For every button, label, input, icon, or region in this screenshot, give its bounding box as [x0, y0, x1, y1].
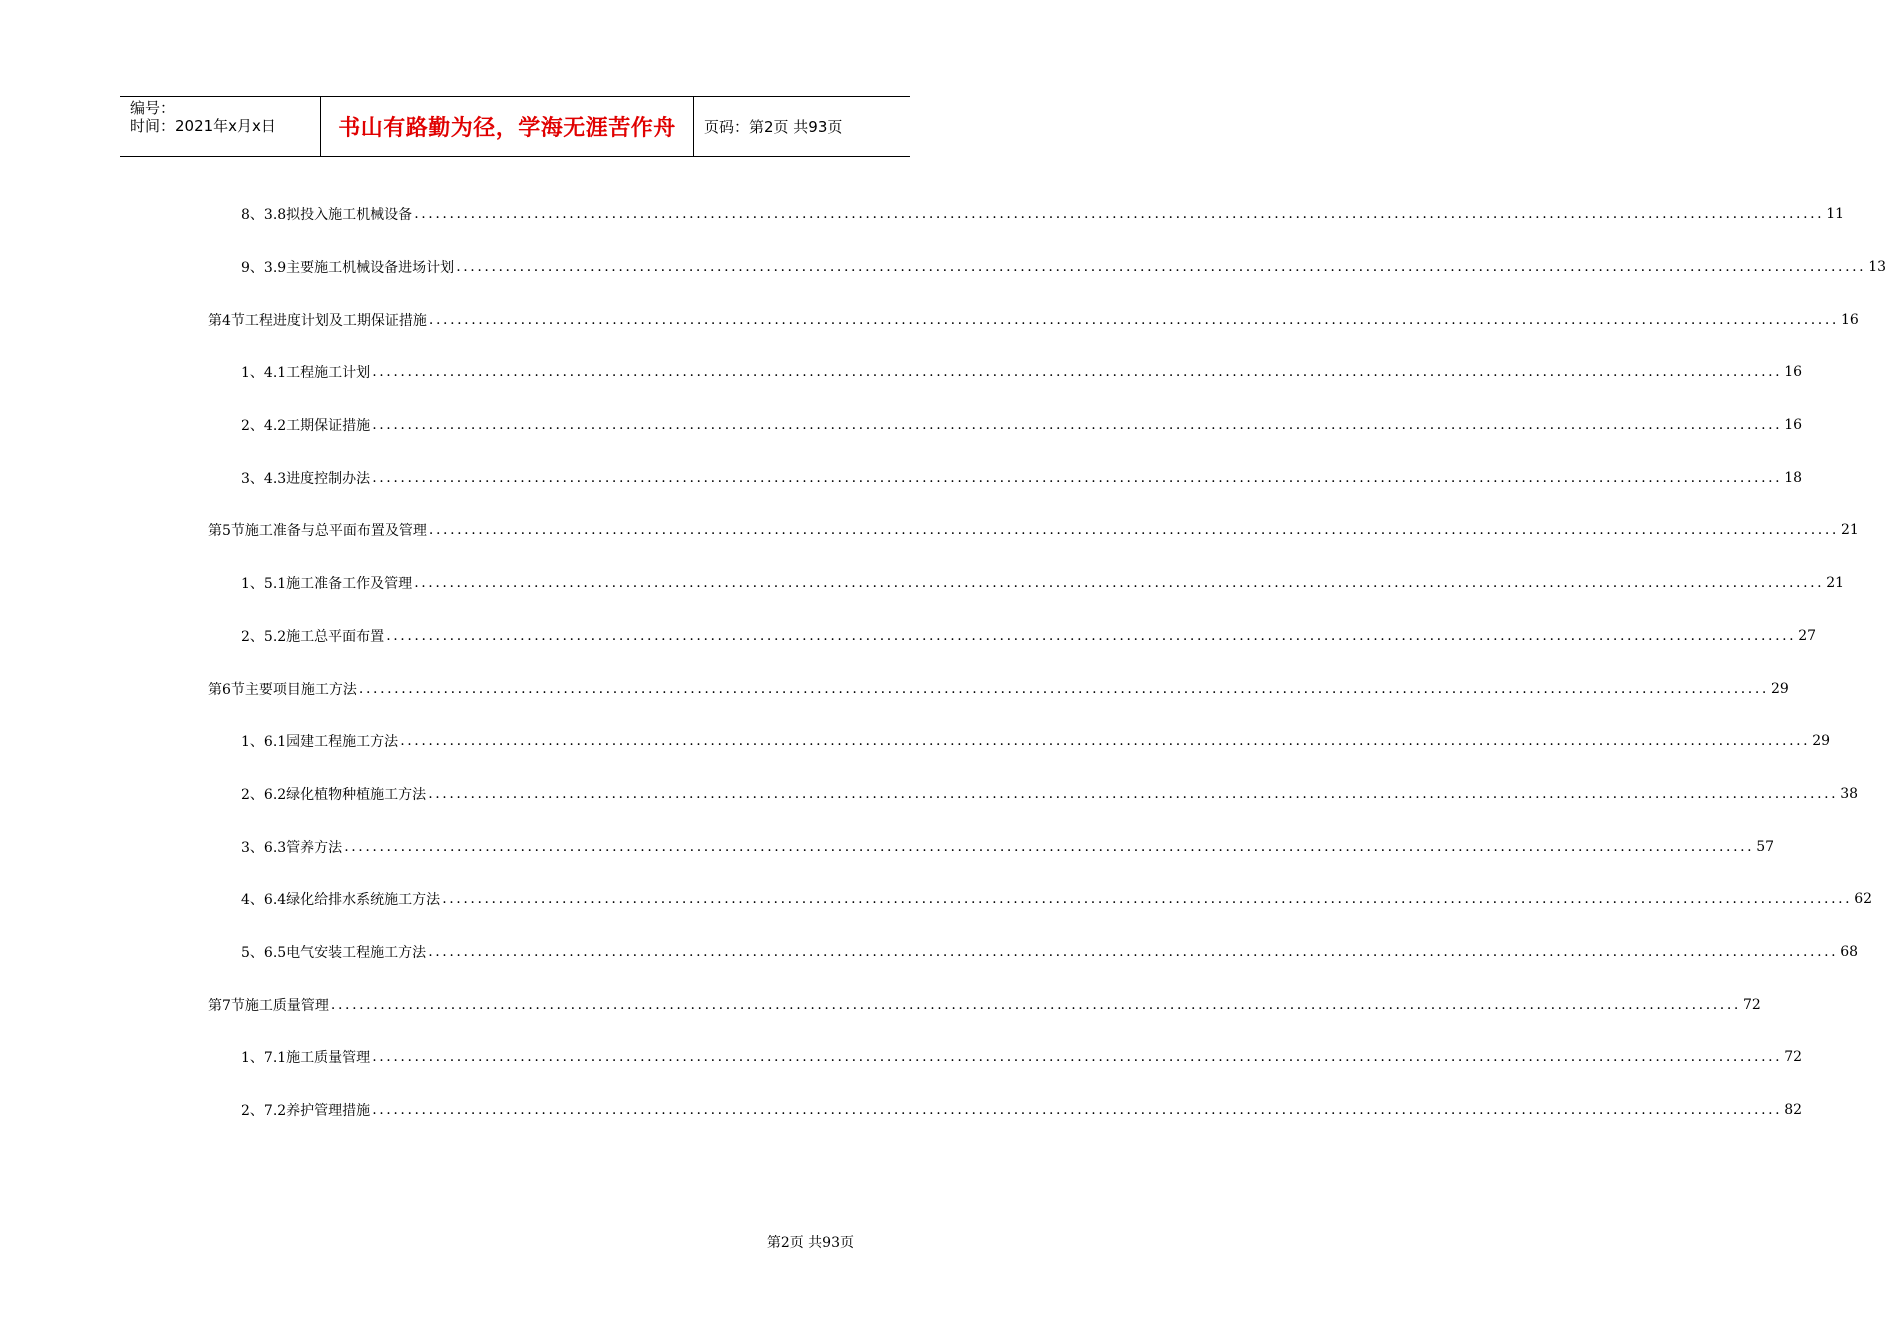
toc-entry-page-number: 38 [1840, 785, 1859, 802]
toc-dot-leader: ........................................................................................................................................................................................................ [358, 680, 1769, 697]
toc-entry-title: 4.1工程施工计划 [263, 365, 371, 382]
toc-subsection-entry[interactable] [208, 557, 1845, 610]
toc-entry-page-number: 57 [1756, 838, 1775, 855]
toc-entry-page-number: 29 [1770, 680, 1789, 697]
toc-entry-number: 5、 [241, 944, 264, 961]
toc-entry-page-number: 16 [1840, 311, 1859, 328]
header-motto: 书山有路勤为径，学海无涯苦作舟 [321, 97, 694, 156]
toc-entry-number: 3、 [241, 839, 264, 856]
toc-dot-leader: ........................................................................................................................................................................................................ [372, 417, 1783, 434]
toc-entry-title: 3.9主要施工机械设备进场计划 [263, 260, 455, 277]
toc-subsection-entry[interactable] [208, 451, 1803, 504]
toc-entry-title: 4.2工期保证措施 [263, 418, 371, 435]
toc-entry-number: 1、 [241, 734, 264, 751]
toc-subsection-entry[interactable] [208, 873, 1873, 926]
toc-entry-title: 4.3进度控制办法 [263, 470, 371, 487]
toc-dot-leader: ........................................................................................................................................................................................................ [428, 522, 1839, 539]
toc-entry-page-number: 16 [1784, 364, 1803, 381]
toc-entry-title: 5.1施工准备工作及管理 [263, 576, 413, 593]
toc-dot-leader: ........................................................................................................................................................................................................ [372, 1049, 1783, 1066]
toc-entry-title: 7.2养护管理措施 [263, 1103, 371, 1120]
toc-entry-number: 1、 [241, 576, 264, 593]
document-time-label: 时间：2021年x月x日 [130, 117, 276, 135]
toc-entry-number: 1、 [241, 365, 264, 382]
toc-entry-page-number: 16 [1784, 417, 1803, 434]
toc-entry-page-number: 13 [1868, 259, 1886, 276]
toc-entry-number: 2、 [241, 628, 264, 645]
toc-subsection-entry[interactable] [208, 399, 1803, 452]
toc-entry-page-number: 18 [1784, 469, 1803, 486]
toc-dot-leader: ........................................................................................................................................................................................................ [428, 311, 1839, 328]
toc-entry-number: 2、 [241, 418, 264, 435]
toc-entry-page-number: 27 [1798, 627, 1817, 644]
toc-subsection-entry[interactable] [208, 188, 1845, 241]
document-number-label: 编号： [130, 99, 176, 117]
page-header [120, 96, 910, 157]
toc-entry-title: 7.1施工质量管理 [263, 1050, 371, 1067]
toc-entry-number: 第5节 [208, 523, 245, 540]
toc-entry-title: 施工准备与总平面布置及管理 [244, 523, 427, 540]
toc-subsection-entry[interactable] [208, 1031, 1803, 1084]
toc-dot-leader: ........................................................................................................................................................................................................ [400, 733, 1811, 750]
toc-entry-title: 6.5电气安装工程施工方法 [263, 944, 427, 961]
toc-entry-title: 工程进度计划及工期保证措施 [244, 312, 427, 329]
toc-entry-number: 8、 [241, 207, 264, 224]
toc-section-entry[interactable] [208, 504, 1859, 557]
page-footer: 第2页 共93页 [766, 1235, 854, 1251]
toc-entry-page-number: 82 [1784, 1102, 1803, 1119]
toc-entry-page-number: 21 [1840, 522, 1859, 539]
toc-subsection-entry[interactable] [208, 1084, 1803, 1137]
toc-entry-title: 6.3管养方法 [263, 839, 343, 856]
toc-section-entry[interactable] [208, 293, 1859, 346]
toc-subsection-entry[interactable] [208, 715, 1831, 768]
toc-dot-leader: ........................................................................................................................................................................................................ [386, 627, 1797, 644]
toc-entry-number: 2、 [241, 786, 264, 803]
toc-entry-page-number: 72 [1742, 996, 1761, 1013]
toc-entry-title: 5.2施工总平面布置 [263, 628, 385, 645]
toc-entry-number: 4、 [241, 892, 264, 909]
toc-entry-page-number: 72 [1784, 1049, 1803, 1066]
toc-entry-number: 9、 [241, 260, 264, 277]
toc-subsection-entry[interactable] [208, 926, 1859, 979]
toc-entry-title: 6.4绿化给排水系统施工方法 [263, 892, 441, 909]
toc-subsection-entry[interactable] [208, 346, 1803, 399]
toc-dot-leader: ........................................................................................................................................................................................................ [414, 206, 1825, 223]
table-of-contents [208, 188, 1886, 1136]
toc-dot-leader: ........................................................................................................................................................................................................ [442, 891, 1853, 908]
toc-entry-number: 第7节 [208, 997, 245, 1014]
toc-subsection-entry[interactable] [208, 610, 1817, 663]
toc-subsection-entry[interactable] [208, 241, 1886, 294]
header-page-info: 页码：第2页 共93页 [704, 118, 843, 136]
toc-subsection-entry[interactable] [208, 820, 1775, 873]
toc-section-entry[interactable] [208, 978, 1761, 1031]
toc-entry-title: 3.8拟投入施工机械设备 [263, 207, 413, 224]
toc-subsection-entry[interactable] [208, 768, 1859, 821]
header-meta [120, 97, 321, 156]
toc-dot-leader: ........................................................................................................................................................................................................ [414, 575, 1825, 592]
toc-dot-leader: ........................................................................................................................................................................................................ [372, 1102, 1783, 1119]
toc-entry-page-number: 21 [1826, 575, 1845, 592]
toc-dot-leader: ........................................................................................................................................................................................................ [330, 996, 1741, 1013]
toc-entry-number: 第4节 [208, 312, 245, 329]
toc-dot-leader: ........................................................................................................................................................................................................ [428, 785, 1839, 802]
toc-entry-number: 3、 [241, 470, 264, 487]
toc-entry-page-number: 11 [1826, 206, 1845, 223]
toc-entry-title: 施工质量管理 [244, 997, 329, 1014]
toc-section-entry[interactable] [208, 662, 1789, 715]
toc-dot-leader: ........................................................................................................................................................................................................ [372, 469, 1783, 486]
toc-entry-title: 6.1园建工程施工方法 [263, 734, 399, 751]
toc-entry-title: 6.2绿化植物种植施工方法 [263, 786, 427, 803]
toc-entry-title: 主要项目施工方法 [244, 681, 357, 698]
toc-entry-number: 2、 [241, 1103, 264, 1120]
toc-entry-page-number: 68 [1840, 943, 1859, 960]
toc-dot-leader: ........................................................................................................................................................................................................ [372, 364, 1783, 381]
toc-dot-leader: ........................................................................................................................................................................................................ [428, 943, 1839, 960]
toc-entry-page-number: 62 [1854, 891, 1873, 908]
toc-entry-number: 1、 [241, 1050, 264, 1067]
toc-dot-leader: ........................................................................................................................................................................................................ [456, 259, 1867, 276]
toc-entry-page-number: 29 [1812, 733, 1831, 750]
toc-dot-leader: ........................................................................................................................................................................................................ [344, 838, 1755, 855]
toc-entry-number: 第6节 [208, 681, 245, 698]
